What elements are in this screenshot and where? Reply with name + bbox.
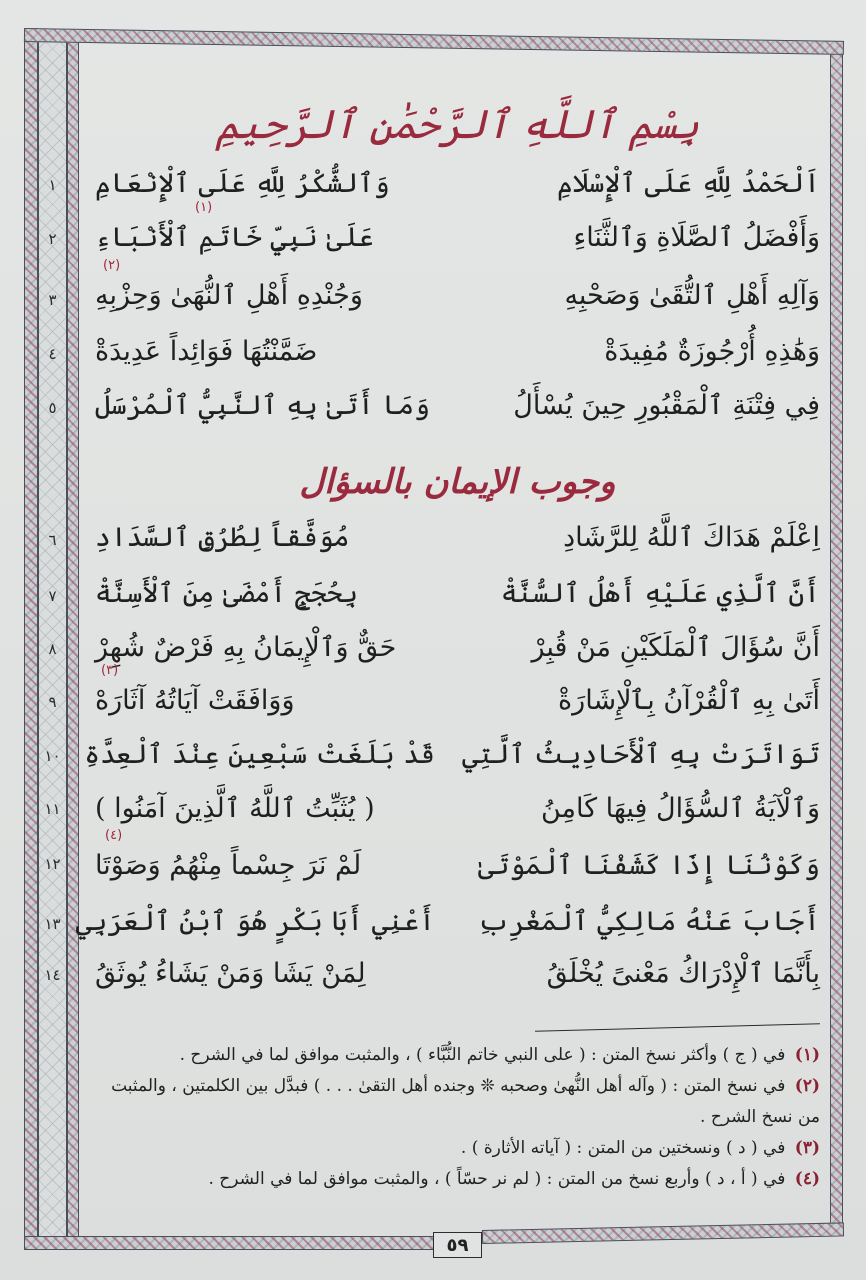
verse-row: [95, 632, 820, 684]
verse-first-hemistich: وَآلِهِ أَهْلِ ٱلتُّقَىٰ وَصَحْبِهِ: [564, 280, 820, 311]
footnote-item: [95, 1071, 820, 1133]
verse-row: [95, 578, 820, 630]
verse-row: [95, 522, 820, 574]
verse-second-hemistich: [95, 663, 435, 716]
verse-second-hemistich: [95, 200, 435, 253]
footnote-marker[interactable]: (٤): [105, 828, 123, 843]
footnote-text: في ( أ ، د ) وأربع نسخ من المتن : ( لم نر حسّاً ) ، والمثبت موافق لما في الشرح .: [208, 1169, 786, 1189]
verse-number: ١١: [44, 800, 61, 818]
verse-number: ٩: [48, 693, 57, 711]
verse-second-hemistich: ضَمَّنْتُهَا فَوَائِداً عَدِيدَةْ: [95, 336, 318, 367]
footnote-number: (٢): [794, 1076, 820, 1096]
verse-second-hemistich: مُوَفَّقاً لِطُرُقِ ٱلسَّدَادِ: [95, 522, 350, 553]
verse-first-hemistich: وَكَوْنُنَا إِذَا كَشَفْنَا ٱلْمَوْتَىٰ: [477, 850, 820, 881]
verse-row: [95, 793, 820, 845]
verse-first-hemistich: أَجَابَ عَنْهُ مَالِكِيُّ ٱلْمَغْرِبِ: [477, 906, 820, 937]
verse-text: وَوَافَقَتْ آيَاتُهُ آثَارَهْ: [95, 685, 295, 716]
verse-first-hemistich: اَلْحَمْدُ لِلَّهِ عَلَى ٱلْإِسْلَامِ: [556, 168, 820, 199]
verse-number: ٧: [48, 587, 57, 605]
verse-first-hemistich: اِعْلَمْ هَدَاكَ ٱللَّهُ لِلرَّشَادِ: [563, 522, 820, 553]
footnotes: [95, 1040, 820, 1195]
footnote-marker[interactable]: (٣): [101, 663, 119, 678]
verse-number: ١٠: [44, 747, 61, 765]
verse-second-hemistich: أَعْنِي أَبَا بَكْرٍ هُوَ ٱبْنُ ٱلْعَرَبِي: [75, 906, 435, 937]
footnote-text: في ( د ) ونسختين من المتن : ( آياته الأثارة ) .: [460, 1138, 786, 1158]
verse-first-hemistich: تَوَاتَرَتْ بِهِ ٱلْأَحَادِيثُ ٱلَّتِي: [462, 739, 820, 770]
frame-border-left-outer: [24, 28, 38, 1250]
footnote-marker[interactable]: (١): [195, 200, 213, 215]
basmala-heading: بِسْمِ ٱللَّهِ ٱلرَّحْمَٰنِ ٱلرَّحِيمِ: [215, 102, 700, 148]
verse-second-hemistich: [95, 258, 435, 311]
verse-row: [95, 958, 820, 1010]
verse-first-hemistich: أَنَّ ٱلَّذِي عَلَيْهِ أَهْلُ ٱلسُّنَّةْ: [500, 578, 820, 609]
verse-second-hemistich: [95, 828, 435, 881]
verse-number: ١٤: [44, 966, 61, 984]
verse-number: ٣: [48, 291, 57, 309]
verse-text: وَجُنْدِهِ أَهْلِ ٱلنُّهَىٰ وَحِزْبِهِ: [95, 280, 363, 311]
verse-second-hemistich: ( يُثَبِّتُ ٱللَّهُ ٱلَّذِينَ آمَنُوا ): [95, 793, 375, 824]
verse-first-hemistich: وَأَفْضَلُ ٱلصَّلَاةِ وَٱلثَّنَاءِ: [573, 222, 820, 253]
verse-number: ٥: [48, 399, 57, 417]
verse-text: عَلَىٰ نَبِيِّ خَاتَمِ ٱلْأَنْبَاءِ: [95, 222, 374, 253]
verse-second-hemistich: قَدْ بَلَغَتْ سَبْعِينَ عِنْدَ ٱلْعِدَّةِ: [84, 739, 435, 770]
footnote-number: (٤): [794, 1169, 820, 1189]
verse-first-hemistich: أَنَّ سُؤَالَ ٱلْمَلَكَيْنِ مَنْ قُبِرْ: [531, 632, 820, 663]
verse-first-hemistich: وَهَٰذِهِ أُرْجُوزَةٌ مُفِيدَةْ: [604, 336, 820, 367]
verse-first-hemistich: فِي فِتْنَةِ ٱلْمَقْبُورِ حِينَ يُسْأَلُ: [513, 390, 820, 421]
footnote-item: [95, 1164, 820, 1195]
verse-number: ١٢: [44, 855, 61, 873]
verse-row: [95, 828, 820, 902]
verse-number: ١٣: [44, 915, 61, 933]
verse-first-hemistich: بِأَنَّمَا ٱلْإِدْرَاكُ مَعْنىً يُخْلَقُ: [546, 958, 820, 989]
verse-first-hemistich: وَٱلْآيَةُ ٱلسُّؤَالُ فِيهَا كَامِنُ: [540, 793, 820, 824]
verse-number: ٤: [48, 345, 57, 363]
footnote-text: في ( ج ) وأكثر نسخ المتن : ( على النبي خاتم النُّبَّاء ) ، والمثبت موافق لما في الشرح .: [179, 1045, 786, 1065]
verse-row: [75, 906, 820, 958]
verse-row: [95, 390, 820, 442]
verse-row: [84, 739, 820, 791]
footnote-number: (١): [794, 1045, 820, 1065]
section-heading: وجوب الإيمان بالسؤال: [299, 462, 616, 502]
verse-number: ١: [48, 176, 57, 194]
page-number: ٥٩: [433, 1232, 482, 1258]
verse-number: ٢: [48, 230, 57, 248]
frame-border-bottom-left: [24, 1236, 434, 1250]
frame-border-right: [830, 42, 843, 1236]
verse-second-hemistich: لِمَنْ يَشَا وَمَنْ يَشَاءُ يُوثَقُ: [95, 958, 366, 989]
footnote-number: (٣): [794, 1138, 820, 1158]
verse-number: ٨: [48, 640, 57, 658]
verse-row: [95, 663, 820, 737]
verse-first-hemistich: أَتَىٰ بِهِ ٱلْقُرْآنُ بِٱلْإِشَارَةْ: [558, 685, 820, 716]
footnote-item: [95, 1133, 820, 1164]
frame-border-left-inner: [67, 38, 79, 1243]
footnote-item: [95, 1040, 820, 1071]
verse-row: [95, 258, 820, 332]
verse-number: ٦: [48, 531, 57, 549]
verse-second-hemistich: حَقٌّ وَٱلْإِيمَانُ بِهِ فَرْضٌ شُهِرْ: [95, 632, 397, 663]
verse-text: لَمْ نَرَ جِسْماً مِنْهُمُ وَصَوْتَا: [95, 850, 362, 881]
verse-second-hemistich: بِحُجَجٍ أَمْضَىٰ مِنَ ٱلْأَسِنَّةْ: [95, 578, 359, 609]
verse-row: [95, 200, 820, 274]
verse-second-hemistich: وَٱلشُّكْرُ لِلَّهِ عَلَى ٱلْإِنْعَامِ: [95, 168, 390, 199]
footnote-text: في نسخ المتن : ( وآله أهل النُّهىٰ وصحبه ❊ وجنده أهل التقىٰ . . . ) فبدَّل بين الكلمتين ، والمثبت من نسخ الشرح .: [111, 1076, 820, 1127]
page-content: [75, 42, 820, 1232]
verse-second-hemistich: وَمَا أَتَىٰ بِهِ ٱلنَّبِيُّ ٱلْمُرْسَلُ: [95, 390, 430, 421]
footnote-separator: [535, 1023, 820, 1031]
footnote-marker[interactable]: (٢): [103, 258, 121, 273]
verse-row: [95, 336, 820, 388]
